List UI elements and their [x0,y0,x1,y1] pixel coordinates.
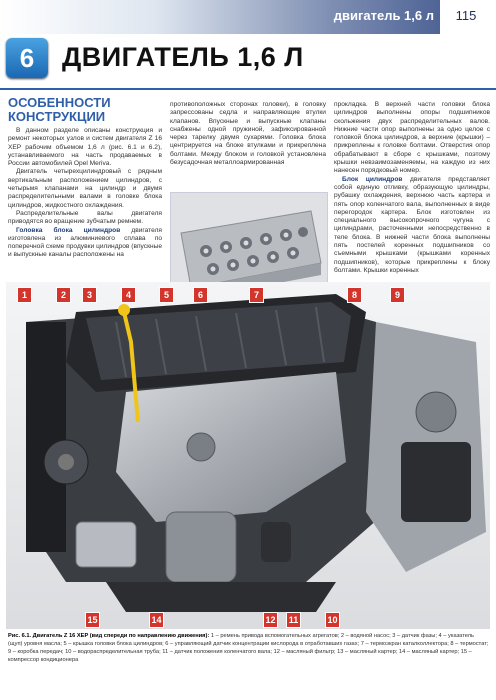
callout-8: 8 [347,287,362,303]
callout-14: 14 [149,612,164,628]
figure-caption [8,632,490,664]
callout-15: 15 [85,612,100,628]
paragraph-text: двигателя представляет собой единую отливку, образующую цилиндры, рубашку охлаждения, верхнюю часть картера и пять опор коленчатого вала, выполненных в виде перегородок картера. Блок изготовлен из специального высокопрочного чугуна с цилиндрами, расточенными непосредственно в теле блока. В нижней части блока выполнены пять постелей коренных подшипников со съемными крышками (крышками коренных подшипников), которые прикреплены к блоку болтами. Крышки коренных [334,175,490,274]
text-column-2 [170,101,326,167]
callout-5: 5 [159,287,174,303]
callout-1: 1 [17,287,32,303]
callout-9: 9 [390,287,405,303]
page-header [0,0,496,34]
page-number: 115 [444,8,488,26]
callout-10: 10 [325,612,340,628]
callout-7: 7 [249,287,264,303]
paragraph: прокладка. В верхней части головки блока цилиндров выполнены опоры подшипников скольжения двух распределительных валов. Нижние части опор выполнены за одно целое с головкой блока цилиндров, а верхние (крышки) – прикреплены к головке болтами. Отверстия опор обрабатывают в сборе с крышками, поэтому крышки невзаимозаменяемы, на каждую из них нанесен порядковый номер. [334,101,490,175]
callout-4: 4 [121,287,136,303]
section-heading: ОСОБЕННОСТИ КОНСТРУКЦИИ [8,95,111,124]
paragraph: противоположных сторонах головки), в головку запрессованы седла и направляющие втулки клапанов. Впускные и выпускные клапаны снабжены одной пружиной, зафиксированной через тарелку двумя сухарями. Головка блока центрируется на блоке втулками и прикреплена болтами. Между блоком и головкой установлена безусадочная металлоармированная [170,101,326,167]
paragraph [8,227,162,260]
text-column-1 [8,127,162,260]
paragraph: В данном разделе описаны конструкция и ремонт некоторых узлов и систем двигателя Z 16 XEP рабочим объемом 1,6 л (рис. 6.1 и 6.2), устанавливаемого на часть продаваемых в России автомобилей Opel Meriva. [8,127,162,168]
paragraph [334,176,490,276]
callout-2: 2 [56,287,71,303]
callout-6: 6 [193,287,208,303]
title-divider [0,88,496,90]
text-column-3 [334,101,490,275]
paragraph-lead: Головка блока цилиндров [16,226,121,234]
paragraph-text: двигателя изготовлена из алюминиевого сплава по поперечной схеме продувки цилиндров (впускные и выпускные каналы расположены на [8,226,162,259]
paragraph-lead: Блок цилиндров [342,175,403,183]
paragraph: Распределительные валы двигателя приводятся во вращение зубчатым ремнем. [8,209,162,226]
paragraph: Двигатель четырехцилиндровый с рядным вертикальным расположением цилиндров, с четырьмя клапанами на цилиндр и двумя распределительными валами в головке блока цилиндров, жидкостного охлаждения. [8,168,162,209]
caption-lead: Рис. 6.1. Двигатель Z 16 XEP (вид спереди по направлению движения): [8,633,210,639]
chapter-number-badge: 6 [6,38,48,78]
caption-text: 1 – ремень привода вспомогательных агрегатов; 2 – водяной насос; 3 – датчик фазы; 4 – указатель (щуп) уровня масла; 5 – крышка головки блока цилиндров; 6 – управляющий датчик концентрации кислорода в отработавших газах; 7 – термоэкран каталколлектора; 8 – термостат; 9 – коробка передач; 10 – водораспределительная труба; 11 – датчик положения коленчатого вала; 12 – масляный фильтр; 13 – масляный картер; 14 – масляный картер; 15 – компрессор кондиционера [8,633,489,663]
engine-photo [6,282,490,629]
callout-11: 11 [286,612,301,628]
callout-3: 3 [82,287,97,303]
callout-12: 12 [263,612,278,628]
running-title: двигатель 1,6 л [333,8,434,23]
chapter-title: ДВИГАТЕЛЬ 1,6 Л [62,42,304,72]
